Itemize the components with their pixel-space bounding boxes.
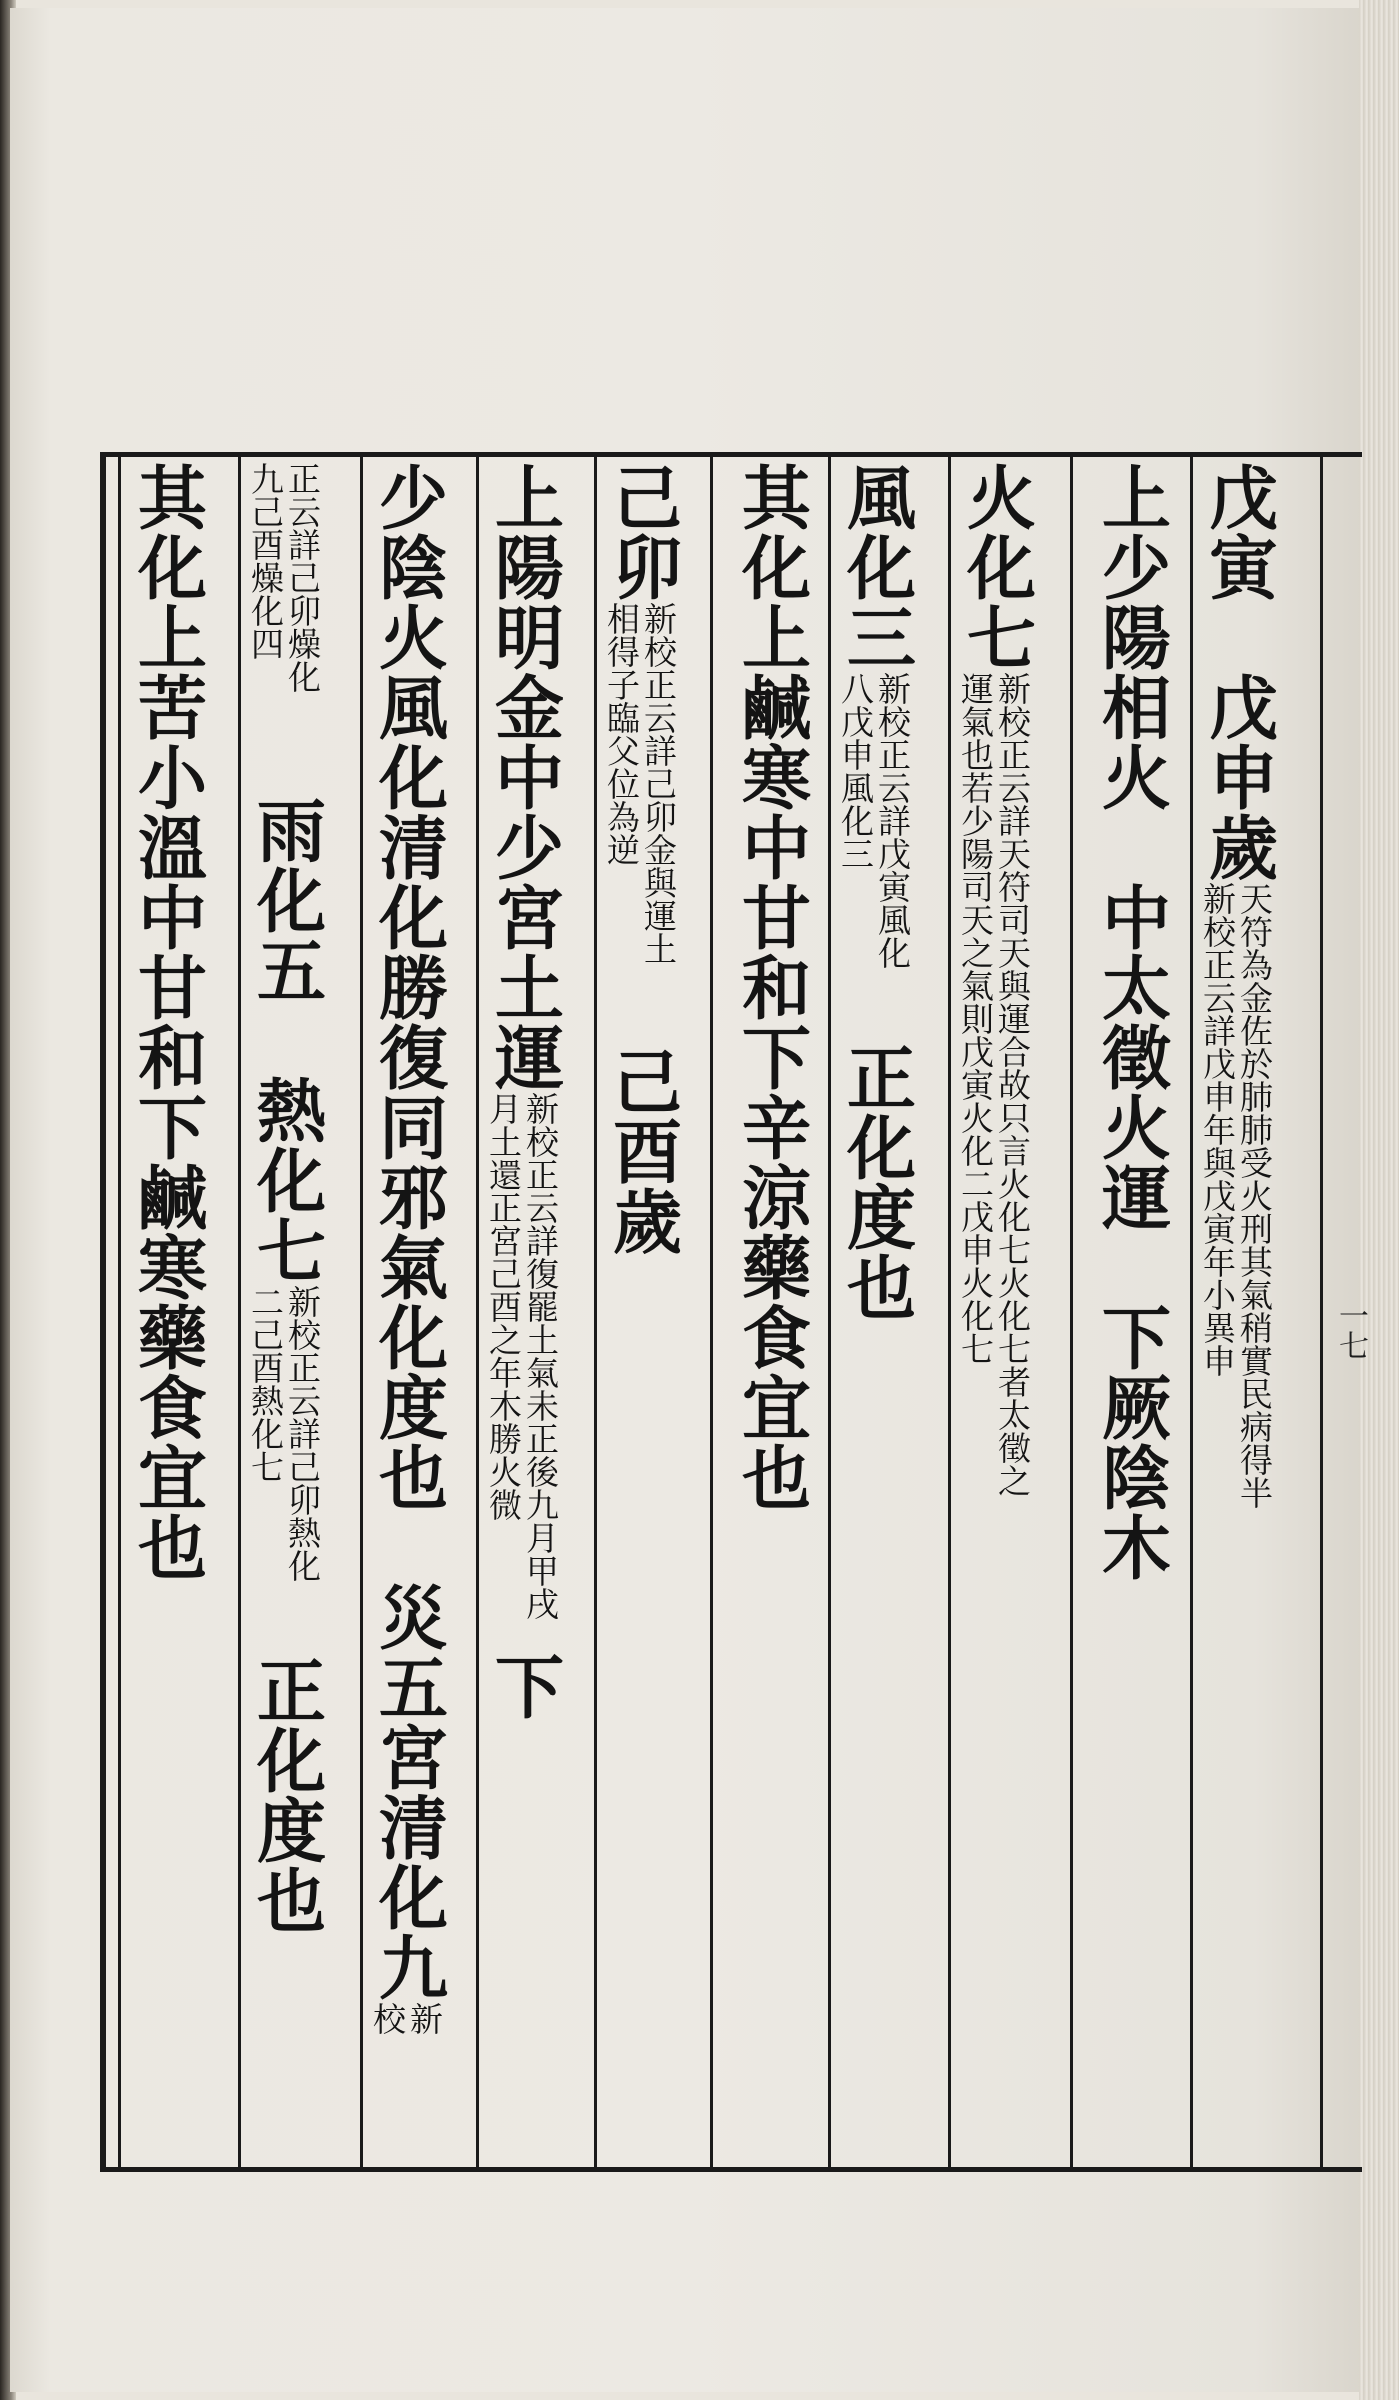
main-text: 己酉歲 <box>601 976 682 1256</box>
main-text: 上少陽相火 中太徵火運 下厥陰木 <box>1090 462 1171 1582</box>
text-column-2 <box>1090 462 1171 1582</box>
annotation: 新校正云詳復罷土氣未正後九月甲戌月土還正宮己酉之年木勝火微 <box>484 1092 560 1620</box>
annotation: 新校正云詳己卯金與運土相得子臨父位為逆 <box>602 602 678 965</box>
frame-inner-rule <box>118 456 121 2168</box>
main-text: 火化七 <box>955 462 1036 672</box>
main-text: 正化度也 <box>835 972 916 1322</box>
main-text: 其化上苦小溫中甘和下鹹寒藥食宜也 <box>126 462 207 1582</box>
main-text: 風化三 <box>835 462 916 672</box>
annotation: 新校正云詳戊寅風化八戊申風化三 <box>836 672 912 969</box>
column-rule <box>710 457 713 2167</box>
text-column-1 <box>1196 462 1278 1552</box>
annotation: 新校 <box>368 2002 444 2035</box>
page-stack-edge <box>1359 0 1399 2400</box>
text-column-4 <box>834 462 916 1322</box>
column-rule <box>1190 457 1193 2167</box>
main-text: 正化度也 <box>245 1585 326 1935</box>
column-rule <box>948 457 951 2167</box>
annotation: 新校正云詳天符司天與運合故只言火化七火化七者太徵之運氣也若少陽司天之氣則戊寅火化二戊申火化七 <box>956 672 1032 1497</box>
main-text: 己卯 <box>601 462 682 602</box>
annotation: 新校正云詳己卯熱化二己酉熱化七 <box>246 1285 322 1582</box>
column-rule <box>594 457 597 2167</box>
column-rule <box>360 457 363 2167</box>
text-column-6 <box>600 462 682 1256</box>
text-column-8 <box>366 462 448 2043</box>
column-rule <box>476 457 479 2167</box>
main-text: 戊寅 戊申歲 <box>1197 462 1278 882</box>
annotation: 天符為金佐於肺肺受火刑其氣稍實民病得半 新校正云詳戊申年與戊寅年小異申 <box>1198 882 1274 1542</box>
text-column-9 <box>244 462 326 1935</box>
column-rule <box>828 457 831 2167</box>
main-text: 其化上鹹寒中甘和下辛涼藥食宜也 <box>730 462 811 1512</box>
annotation: 正云詳己卯燥化九己酉燥化四 <box>246 462 322 693</box>
column-rule <box>238 457 241 2167</box>
column-rule <box>1070 457 1073 2167</box>
folio-number: 一七 <box>1333 1300 1368 1360</box>
main-text: 下 <box>483 1651 564 1721</box>
main-text: 少陰火風化清化勝復同邪氣化度也 災五宮清化九 <box>367 462 448 2002</box>
text-column-10 <box>126 462 207 1582</box>
text-column-7 <box>482 462 564 1721</box>
text-column-5 <box>730 462 811 1512</box>
main-text: 雨化五 熱化七 <box>245 725 326 1285</box>
main-text: 上陽明金中少宮土運 <box>483 462 564 1092</box>
text-column-3 <box>954 462 1036 1527</box>
